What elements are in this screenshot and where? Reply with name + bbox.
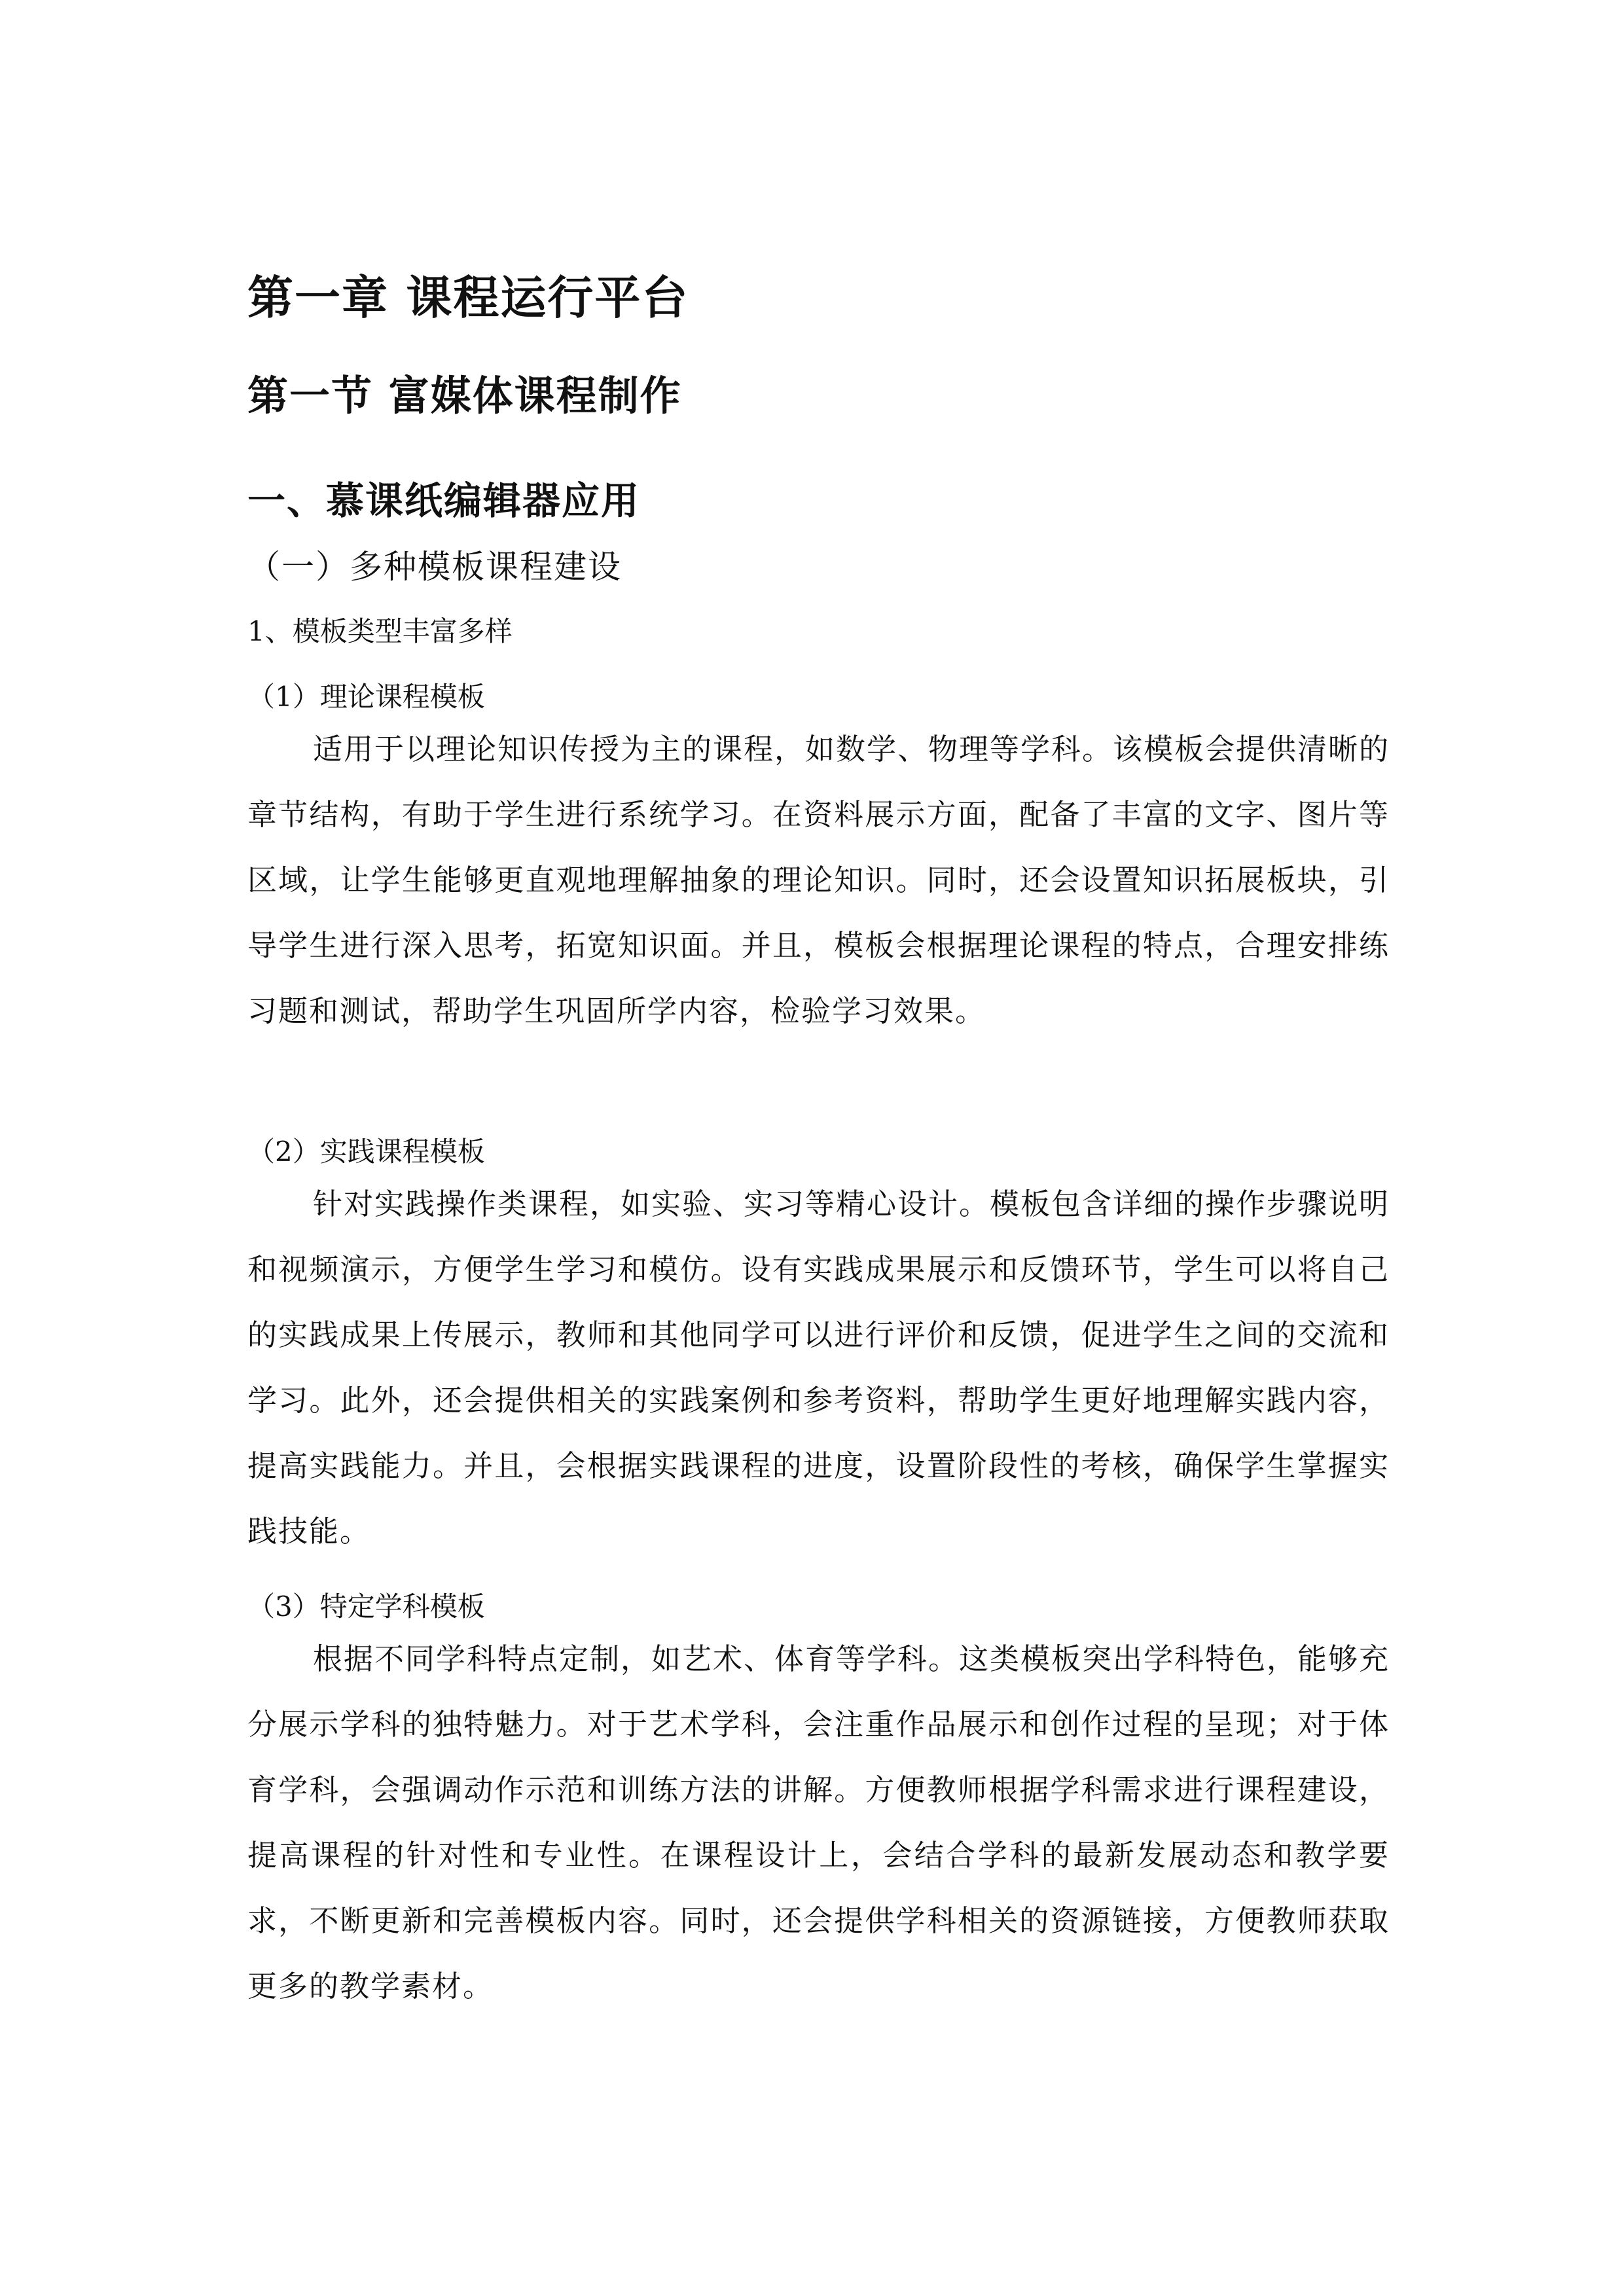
template-title-theory: （1）理论课程模板 [247, 681, 485, 713]
template-body-practice: 针对实践操作类课程，如实验、实习等精心设计。模板包含详细的操作步骤说明和视频演示，方便学生学习和模仿。设有实践成果展示和反馈环节，学生可以将自己的实践成果上传展示，教师和其他同学可以进行评价和反馈，促进学生之间的交流和学习。此外，还会提供相关的实践案例和参考资料，帮助学生更好地理解实践内容，提高实践能力。并且，会根据实践课程的进度，设置阶段性的考核，确保学生掌握实践技能。 [247, 1187, 1390, 1549]
template-title-practice: （2）实践课程模板 [247, 1136, 485, 1168]
item-title: 1、模板类型丰富多样 [247, 615, 513, 647]
subsection-title: 一、慕课纸编辑器应用 [247, 478, 641, 523]
template-body-theory: 适用于以理论知识传授为主的课程，如数学、物理等学科。该模板会提供清晰的章节结构，有助于学生进行系统学习。在资料展示方面，配备了丰富的文字、图片等区域，让学生能够更直观地理解抽象的理论知识。同时，还会设置知识拓展板块，引导学生进行深入思考，拓宽知识面。并且，模板会根据理论课程的特点，合理安排练习题和测试，帮助学生巩固所学内容，检验学习效果。 [247, 732, 1390, 1028]
template-title-subject: （3）特定学科模板 [247, 1590, 485, 1623]
group-title: （一）多种模板课程建设 [247, 548, 622, 586]
template-body-subject: 根据不同学科特点定制，如艺术、体育等学科。这类模板突出学科特色，能够充分展示学科的独特魅力。对于艺术学科，会注重作品展示和创作过程的呈现；对于体育学科，会强调动作示范和训练方法的讲解。方便教师根据学科需求进行课程建设，提高课程的针对性和专业性。在课程设计上，会结合学科的最新发展动态和教学要求，不断更新和完善模板内容。同时，还会提供学科相关的资源链接，方便教师获取更多的教学素材。 [247, 1641, 1390, 2003]
section-title: 第一节 富媒体课程制作 [247, 372, 682, 420]
chapter-title: 第一章 课程运行平台 [247, 271, 689, 325]
